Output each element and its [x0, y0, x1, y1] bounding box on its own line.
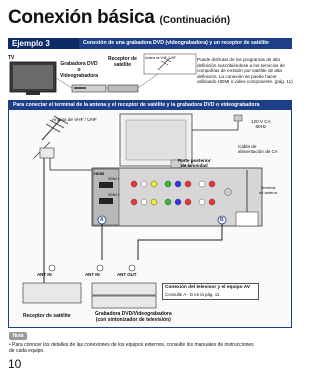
ant-in-plug-sat [49, 265, 55, 271]
nota-text: • Para conocer los detalles de las conexiones de los equipos externos, consulte los manuales de instrucciones de cada equipo. [9, 342, 254, 354]
ant-in-dvd-label: ANT IN [85, 272, 100, 277]
satellite-illustration [108, 85, 138, 92]
section-title: Para conectar el terminal de la antena y el receptor de satélite y la grabadora DVD o videograbadora [8, 100, 292, 110]
caption-dvd: Grabadora DVD/Videograbadora (con sintonizador de televisión) [95, 311, 172, 323]
hdmi-port-1-label: HDMI 1 [108, 177, 120, 181]
satellite-note: Puede disfrutar de los programas de alta definición suscribiéndose a los servicios de compañías de emisión por satélite de alta definición. La conexión se puede hacer utilizando HDMI o video componente. (pág. 11) [197, 57, 293, 84]
ant-out-plug-dvd [129, 265, 135, 271]
antenna-splitter [40, 148, 54, 158]
satellite-receiver-box [23, 283, 81, 303]
caption-satellite: Receptor de satélite [23, 313, 71, 319]
marker-b: B [220, 217, 224, 223]
satellite-cable-box [236, 212, 258, 226]
ant-in-plug-dvd [97, 265, 103, 271]
page-title-main: Conexión básica [8, 7, 155, 28]
marker-a: A [100, 217, 104, 223]
antenna-label: Antena de VHF / UHF [52, 117, 97, 122]
page-title-sub: (Continuación) [159, 15, 231, 26]
dvd-slot [74, 87, 86, 89]
connector-line [56, 78, 72, 88]
dvd-recorder-box [92, 283, 156, 295]
hdmi-port-1 [99, 182, 113, 188]
av-info-title: Conexión del televisor y el equipo AV [165, 285, 251, 290]
label-dvd-recorder: Grabadora DVD o Videograbadora [60, 61, 98, 79]
hdmi-port-2 [99, 198, 113, 204]
antenna-cable [50, 158, 98, 170]
connector-line [138, 74, 158, 88]
page-title [8, 7, 230, 29]
ac-cable [192, 120, 238, 130]
tv-back-panel [126, 120, 186, 160]
cable-b [138, 224, 222, 260]
ac-power-label: 120 V CA 60Hz [251, 119, 271, 130]
label-satellite-receiver: Receptor de satélite [108, 56, 137, 68]
page-number: 10 [8, 357, 22, 371]
vcr-box [92, 296, 156, 308]
example-tag: Ejemplo 3 [8, 38, 79, 49]
tv-screen [13, 65, 53, 89]
ac-plug [234, 115, 242, 121]
ant-in-sat-label: ANT IN [37, 272, 52, 277]
hdmi-label: HDMI [94, 171, 105, 176]
hdmi-port-2-label: HDMI 2 [108, 193, 120, 197]
tv-stand [26, 92, 40, 95]
av-info-sub: Consulte A - D en la pág. 11. [165, 292, 221, 297]
label-antenna-small: Antena de VHF / UHF [145, 56, 177, 60]
label-tv: TV [8, 55, 15, 61]
rear-label: Parte posterior de la unidad [178, 158, 211, 169]
ac-cable-label: Cable de alimentación de CA [238, 144, 278, 155]
nota-tag: Nota [9, 332, 27, 340]
terminal-label: Terminal de antena [259, 185, 277, 195]
ant-out-dvd-label: ANT OUT [117, 272, 137, 277]
example-title: Conexión de una grabadora DVD (videograbadora) y un receptor de satélite [83, 40, 269, 46]
antenna-element [46, 124, 60, 132]
